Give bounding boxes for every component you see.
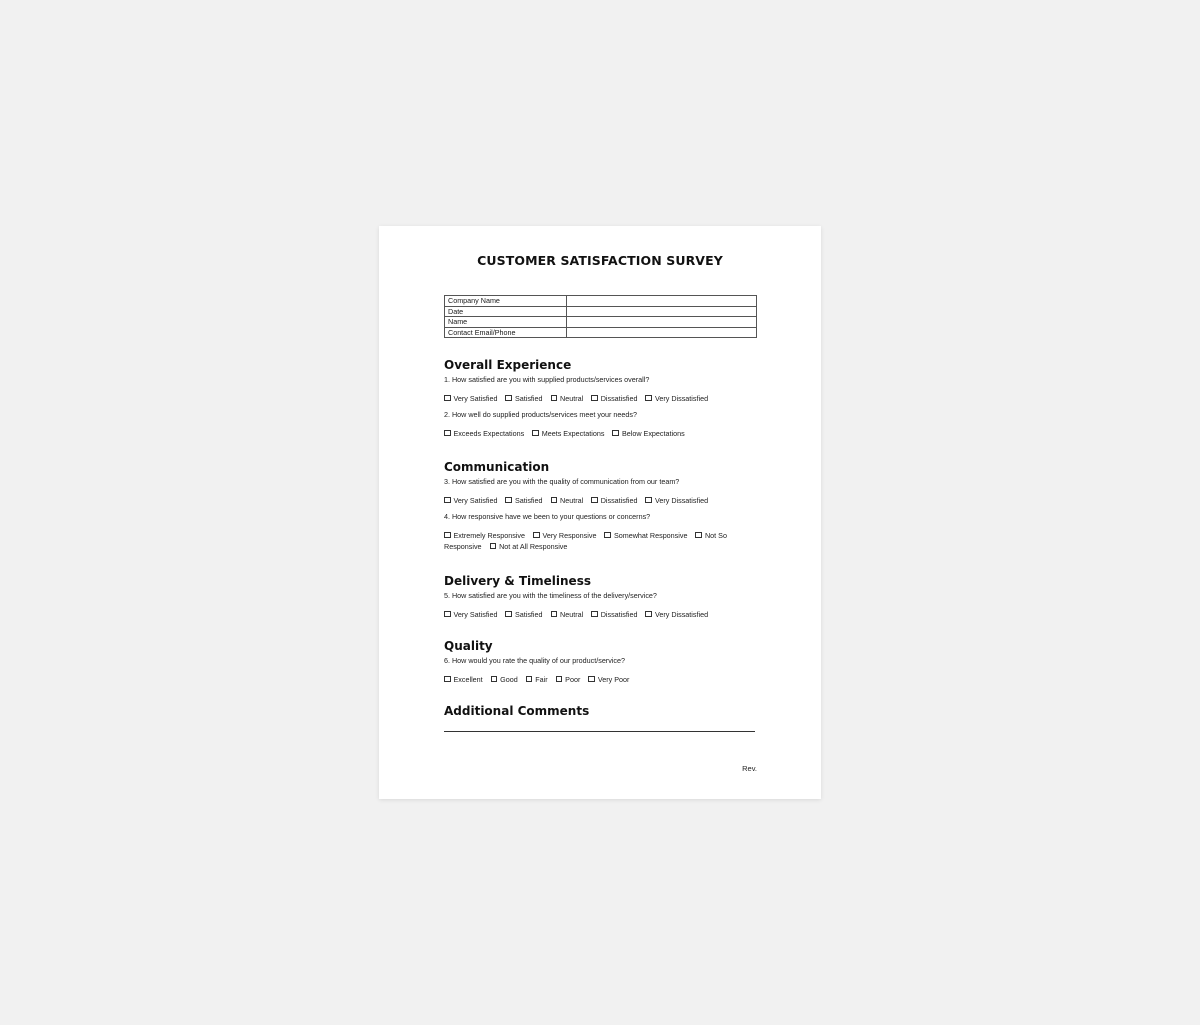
option[interactable]: Very Satisfied <box>444 610 497 619</box>
checkbox-icon[interactable] <box>444 676 451 683</box>
section-title: Overall Experience <box>444 358 572 372</box>
option[interactable]: Dissatisfied <box>591 610 637 619</box>
option-group <box>444 674 757 685</box>
option[interactable]: Not at All Responsive <box>490 542 568 551</box>
option[interactable]: Very Dissatisfied <box>645 610 708 619</box>
option[interactable]: Dissatisfied <box>591 496 637 505</box>
option-group <box>444 609 757 620</box>
option[interactable]: Very Satisfied <box>444 394 497 403</box>
question-text: 5. How satisfied are you with the timeliness of the delivery/service? <box>444 591 657 600</box>
question-text: 1. How satisfied are you with supplied products/services overall? <box>444 375 650 384</box>
info-label: Name <box>445 317 567 328</box>
checkbox-icon[interactable] <box>645 497 652 504</box>
question-text: 3. How satisfied are you with the quality of communication from our team? <box>444 477 680 486</box>
option[interactable]: Somewhat Responsive <box>604 531 687 540</box>
checkbox-icon[interactable] <box>588 676 595 683</box>
section-delivery-timeliness <box>444 574 757 620</box>
question-text: 2. How well do supplied products/services meet your needs? <box>444 410 637 419</box>
checkbox-icon[interactable] <box>444 430 451 437</box>
option[interactable]: Dissatisfied <box>591 394 637 403</box>
option-group <box>444 530 757 552</box>
option[interactable]: Neutral <box>551 394 584 403</box>
section-quality <box>444 639 757 685</box>
info-label: Contact Email/Phone <box>445 327 567 338</box>
option[interactable]: Below Expectations <box>612 429 684 438</box>
option-group <box>444 428 757 439</box>
checkbox-icon[interactable] <box>591 611 598 618</box>
checkbox-icon[interactable] <box>505 611 512 618</box>
option[interactable]: Satisfied <box>505 610 542 619</box>
option[interactable]: Not So Responsive <box>444 531 727 551</box>
option[interactable]: Satisfied <box>505 496 542 505</box>
option[interactable]: Neutral <box>551 496 584 505</box>
question-text: 4. How responsive have we been to your questions or concerns? <box>444 512 651 521</box>
option[interactable]: Extremely Responsive <box>444 531 525 540</box>
option[interactable]: Exceeds Expectations <box>444 429 524 438</box>
section-title: Additional Comments <box>444 704 590 718</box>
checkbox-icon[interactable] <box>591 497 598 504</box>
info-row <box>445 306 757 317</box>
info-value[interactable] <box>567 306 757 317</box>
option-group <box>444 393 757 404</box>
info-value[interactable] <box>567 296 757 307</box>
info-row <box>445 327 757 338</box>
option[interactable]: Very Satisfied <box>444 496 497 505</box>
comment-line[interactable] <box>444 731 755 732</box>
info-table <box>444 295 757 338</box>
checkbox-icon[interactable] <box>604 532 611 539</box>
checkbox-icon[interactable] <box>444 497 451 504</box>
checkbox-icon[interactable] <box>490 543 497 550</box>
info-value[interactable] <box>567 317 757 328</box>
option[interactable]: Neutral <box>551 610 584 619</box>
option[interactable]: Satisfied <box>505 394 542 403</box>
option-group <box>444 495 757 506</box>
info-label: Date <box>445 306 567 317</box>
checkbox-icon[interactable] <box>491 676 498 683</box>
checkbox-icon[interactable] <box>612 430 619 437</box>
option[interactable]: Very Poor <box>588 675 629 684</box>
checkbox-icon[interactable] <box>556 676 563 683</box>
section-title: Delivery & Timeliness <box>444 574 591 588</box>
checkbox-icon[interactable] <box>645 611 652 618</box>
checkbox-icon[interactable] <box>505 497 512 504</box>
option[interactable]: Meets Expectations <box>532 429 604 438</box>
option[interactable]: Excellent <box>444 675 483 684</box>
section-title: Quality <box>444 639 493 653</box>
checkbox-icon[interactable] <box>532 430 539 437</box>
option[interactable]: Very Responsive <box>533 531 596 540</box>
checkbox-icon[interactable] <box>551 497 558 504</box>
section-title: Communication <box>444 460 550 474</box>
option[interactable]: Very Dissatisfied <box>645 394 708 403</box>
checkbox-icon[interactable] <box>695 532 702 539</box>
info-row <box>445 317 757 328</box>
checkbox-icon[interactable] <box>645 395 652 402</box>
checkbox-icon[interactable] <box>526 676 533 683</box>
checkbox-icon[interactable] <box>533 532 540 539</box>
checkbox-icon[interactable] <box>591 395 598 402</box>
section-overall-experience <box>444 358 757 439</box>
checkbox-icon[interactable] <box>551 611 558 618</box>
section-communication <box>444 460 757 552</box>
rev-label: Rev. <box>742 764 757 773</box>
info-value[interactable] <box>567 327 757 338</box>
option[interactable]: Very Dissatisfied <box>645 496 708 505</box>
checkbox-icon[interactable] <box>505 395 512 402</box>
checkbox-icon[interactable] <box>444 395 451 402</box>
option[interactable]: Fair <box>526 675 548 684</box>
checkbox-icon[interactable] <box>444 611 451 618</box>
info-row <box>445 296 757 307</box>
checkbox-icon[interactable] <box>551 395 558 402</box>
option[interactable]: Good <box>491 675 518 684</box>
document-page <box>379 226 821 799</box>
document-title: CUSTOMER SATISFACTION SURVEY <box>477 253 723 268</box>
info-label: Company Name <box>445 296 567 307</box>
option[interactable]: Poor <box>556 675 581 684</box>
question-text: 6. How would you rate the quality of our product/service? <box>444 656 625 665</box>
section-additional-comments <box>444 704 757 719</box>
checkbox-icon[interactable] <box>444 532 451 539</box>
